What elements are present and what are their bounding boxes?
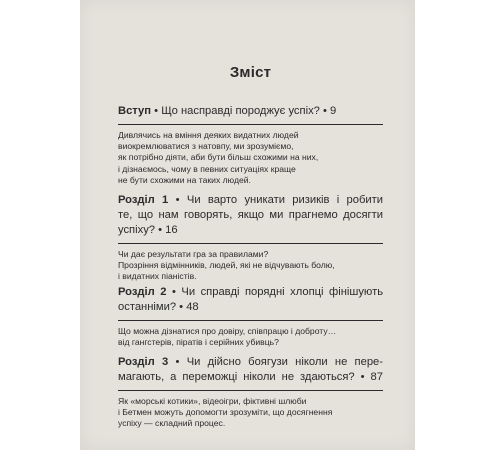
heading-line	[118, 193, 383, 208]
section-heading	[118, 285, 383, 315]
toc-section-chapter-1	[118, 193, 383, 283]
section-description	[118, 249, 383, 283]
section-title: Що насправді породжує успіх?	[161, 105, 320, 117]
section-title: останніми?	[118, 301, 177, 313]
section-heading	[118, 104, 383, 119]
description-line: Що можна дізнатися про довіру, співпрацю і доброту…	[118, 326, 337, 336]
section-heading	[118, 355, 383, 385]
divider	[118, 390, 383, 391]
description-line: і Бетмен можуть допомогти зрозуміти, що досягнення	[118, 407, 333, 418]
heading-line	[118, 223, 383, 238]
section-label: Вступ	[118, 105, 152, 117]
section-label: Розділ 1	[118, 194, 169, 206]
description-line: Як «морські котики», відеоігри, фіктивні шлюби	[118, 396, 307, 406]
bullet: •	[158, 224, 163, 236]
bullet: •	[179, 301, 184, 313]
bullet: •	[323, 105, 327, 117]
description-line: не бути схожими на таких людей.	[118, 174, 251, 185]
section-heading	[118, 193, 383, 238]
bullet: •	[154, 105, 159, 117]
description-line: і видатних піаністів.	[118, 271, 197, 282]
heading-line	[118, 370, 383, 385]
page-title: Зміст	[229, 64, 272, 81]
page-number: 48	[186, 301, 199, 313]
description-line: від гангстерів, піратів і серійних убивць?	[118, 337, 279, 348]
book-page	[80, 0, 415, 450]
description-line: Чи дає результати гра за правилами?	[118, 249, 269, 259]
section-description	[118, 396, 383, 430]
description-line: успіху — складний процес.	[118, 418, 226, 429]
section-title: Чи дійсно боягузи ніколи не пере-	[186, 356, 383, 368]
section-title: Чи варто уникати ризиків і робити	[186, 194, 384, 206]
section-description	[118, 130, 383, 186]
toc-section-chapter-3	[118, 355, 383, 430]
page-number: 9	[330, 105, 337, 117]
section-description	[118, 326, 383, 348]
toc-section-chapter-2	[118, 285, 383, 348]
bullet: •	[175, 356, 180, 368]
section-title: успіху?	[118, 224, 156, 236]
description-line: виокремлюватися з натовпу, ми зрозуміємо,	[118, 141, 294, 152]
divider	[118, 243, 383, 244]
section-title: магають, а переможці ніколи не здаються?	[118, 371, 355, 383]
page-number: 87	[370, 371, 383, 383]
description-line: і дізнаємось, чому в певних ситуаціях краще	[118, 163, 296, 174]
section-label: Розділ 2	[118, 286, 167, 298]
heading-line	[118, 355, 383, 370]
heading-line	[118, 285, 383, 300]
bullet: •	[171, 286, 176, 298]
description-line: Прозріння відмінників, людей, які не відчувають болю,	[118, 260, 335, 271]
toc-section-intro	[118, 104, 383, 186]
description-line: Дивлячись на вміння деяких видатних людей	[118, 130, 299, 140]
bullet: •	[360, 371, 365, 383]
divider	[118, 124, 383, 125]
bullet: •	[175, 194, 180, 206]
section-title: Чи справді порядні хлопці фінішують	[181, 286, 384, 298]
heading-line: те, що нам говорять, якщо ми прагнемо досягти	[118, 209, 383, 221]
heading-line	[118, 300, 383, 315]
divider	[118, 320, 383, 321]
section-label: Розділ 3	[118, 356, 169, 368]
page-number: 16	[165, 224, 178, 236]
description-line: як потрібно діяти, аби бути більш схожими на них,	[118, 152, 319, 163]
